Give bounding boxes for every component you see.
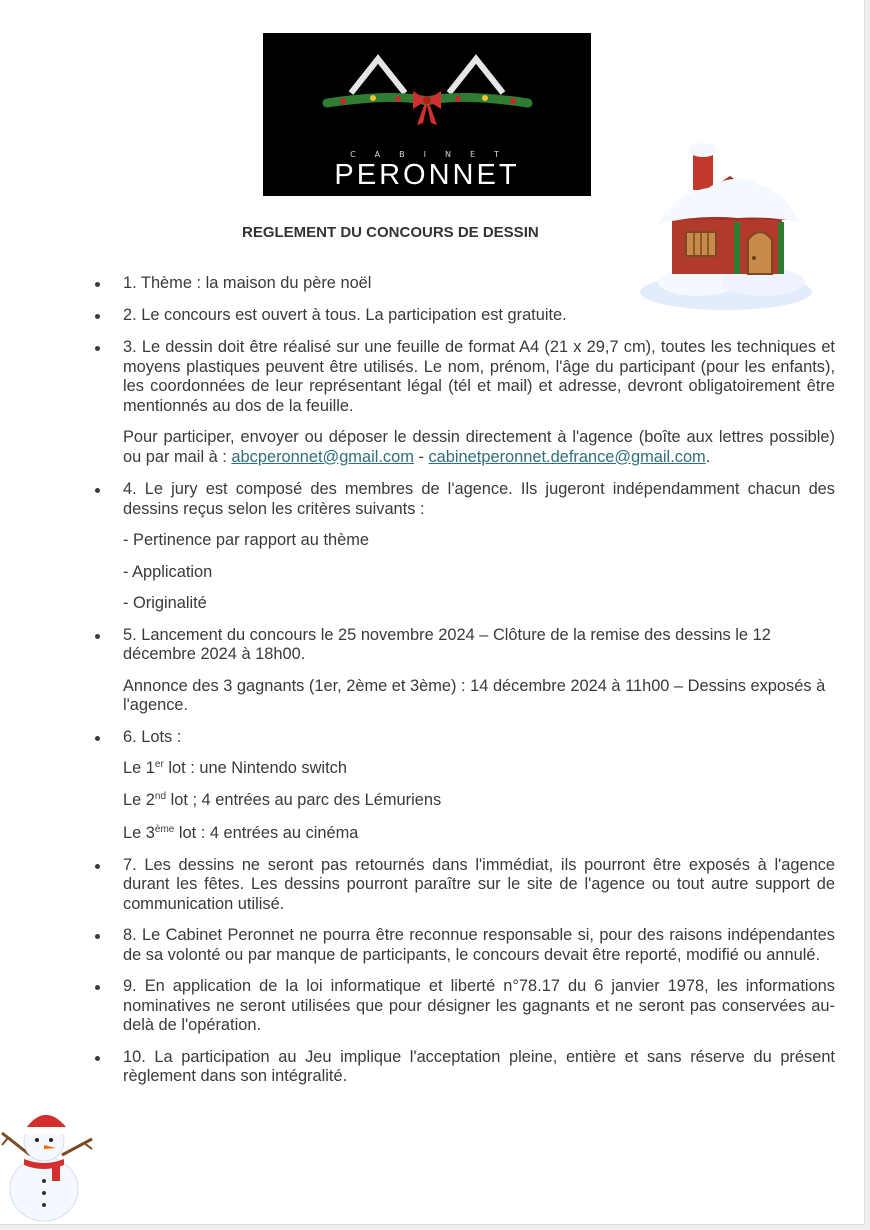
criterion-2: - Application: [123, 562, 213, 581]
cabinet-peronnet-logo: [263, 33, 591, 205]
rule-9: 9. En application de la loi informatique et liberté n°78.17 du 6 janvier 1978, les informations nominatives ne seront utilisées que pour désigner les gagnants et ne seront pas conservées au-delà de l'opération.: [0, 977, 870, 1036]
lot-1-prefix: Le 1: [123, 759, 155, 777]
lot-2-prefix: Le 2: [123, 790, 155, 809]
lot-1-superscript: er: [154, 759, 164, 770]
criterion-1: - Pertinence par rapport au thème: [123, 531, 369, 549]
lot-3-text: lot : 4 entrées au cinéma: [174, 824, 359, 842]
lot-1-text: lot : une Nintendo switch: [163, 759, 347, 777]
lot-2: [0, 791, 870, 811]
criterion-3: - Originalité: [123, 594, 207, 612]
participation-text: Pour participer, envoyer ou déposer le dessin directement à l'agence (boîte aux lettres possible) ou par mail à :: [123, 428, 835, 466]
rule-8: 8. Le Cabinet Peronnet ne pourra être reconnue responsable si, pour des raisons indépendantes de sa volonté ou par manque de participants, le concours devait être reporté, modifié ou annulé.: [0, 926, 870, 965]
logo-name-text: PERONNET: [334, 159, 520, 191]
rule-7: 7. Les dessins ne seront pas retournés dans l'immédiat, ils pourront être exposés à l'agence durant les fêtes. Les dessins pourront paraître sur le site de l'agence ou tout autre support de communication utilisé.: [0, 856, 870, 915]
lot-2-text: lot ; 4 entrées au parc des Lémuriens: [166, 790, 442, 809]
rule-3: 3. Le dessin doit être réalisé sur une feuille de format A4 (21 x 29,7 cm), toutes les techniques et moyens plastiques peuvent être utilisés. Le nom, prénom, l'âge du participant (pour les enfants), les coordonnées de leur représentant légal (tél et mail) et adresse, devront obligatoirement être mentionnés au dos de la feuille.: [0, 338, 870, 416]
rule-2: 2. Le concours est ouvert à tous. La participation est gratuite.: [0, 306, 870, 326]
lot-2-superscript: nd: [154, 790, 167, 802]
rules-list: [0, 274, 870, 1087]
email-link-1[interactable]: abcperonnet@gmail.com: [231, 447, 414, 466]
rule-6: 6. Lots :: [0, 728, 870, 748]
rule-10: 10. La participation au Jeu implique l'acceptation pleine, entière et sans réserve du présent règlement dans son intégralité.: [0, 1048, 870, 1087]
lot-3-superscript: ème: [154, 824, 175, 835]
logo-cabinet-text: CABINET: [350, 150, 518, 159]
lot-3-prefix: Le 3: [123, 824, 155, 842]
email-separator: -: [418, 447, 424, 466]
rule-5: 5. Lancement du concours le 25 novembre 2024 – Clôture de la remise des dessins le 12 décembre 2024 à 18h00.: [0, 626, 870, 665]
rule-4: 4. Le jury est composé des membres de l'agence. Ils jugeront indépendamment chacun des dessins reçus selon les critères suivants :: [0, 480, 870, 519]
logo-tagline-text: EXPERTISE ET TRANSACTION IMMOBILIÈRES: [344, 198, 510, 205]
lot-3: [0, 824, 870, 844]
email-link-2[interactable]: cabinetperonnet.defrance@gmail.com: [428, 447, 706, 466]
snowman-icon: [0, 1105, 100, 1223]
rule-5-announcement: Annonce des 3 gagnants (1er, 2ème et 3ème) : 14 décembre 2024 à 11h00 – Dessins exposés à l'agence.: [123, 676, 826, 714]
lot-1: [0, 759, 870, 779]
rule-3-participation: [0, 428, 870, 467]
rule-1: 1. Thème : la maison du père noël: [0, 274, 870, 294]
participation-end: .: [705, 447, 711, 466]
document-title: REGLEMENT DU CONCOURS DE DESSIN: [242, 224, 539, 241]
